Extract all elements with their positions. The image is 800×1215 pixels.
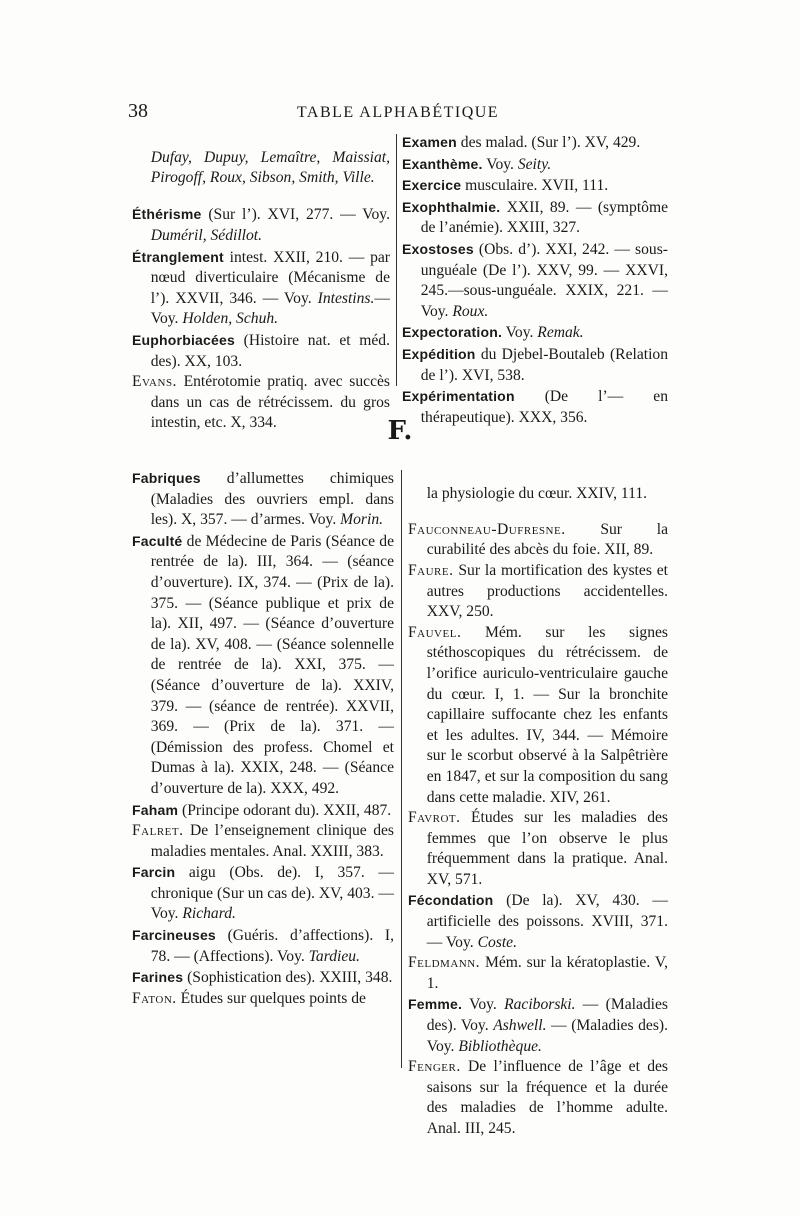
entry-text: — (Maladies des). Voy. [426, 996, 668, 1035]
index-entry [132, 989, 394, 1010]
index-entry [408, 808, 668, 890]
entry-reference: Raciborski. [504, 996, 576, 1014]
entry-text: (De l’— en thérapeutique). XXX, 356. [420, 388, 668, 426]
page-number: 38 [128, 100, 148, 122]
entry-text: Voy. [482, 155, 518, 173]
index-entry [402, 175, 668, 197]
entry-author: Falret. [132, 822, 184, 840]
entry-author: Fenger. [408, 1058, 461, 1076]
entry-text: (De la). XV, 430. — artificielle des poissons. XVIII, 371. — Voy. [426, 892, 668, 951]
entry-text: (Sur l’). XVI, 277. — Voy. [201, 206, 390, 224]
entry-keyword: Éthérisme [132, 206, 202, 223]
entry-keyword: Faculté [132, 532, 183, 549]
index-entry [132, 967, 394, 989]
index-entry [402, 197, 668, 239]
entry-keyword: Expectoration. [402, 324, 503, 341]
bottom-right-column [408, 468, 668, 1140]
index-entry [408, 484, 668, 505]
entry-text: (Histoire nat. et méd. des). XX, 103. [150, 331, 390, 370]
entry-reference: Ashwell. [493, 1017, 547, 1035]
index-entry [408, 890, 668, 953]
entry-author: Favrot. [408, 809, 461, 827]
column-divider-bottom [401, 470, 402, 1068]
index-entry [132, 821, 394, 862]
page-header [128, 100, 668, 126]
column-divider-top [396, 134, 397, 386]
entry-keyword: Exanthème. [402, 155, 483, 172]
entry-author: Fauvel. [408, 623, 462, 641]
index-entry [402, 132, 668, 154]
entry-keyword: Farines [132, 969, 184, 986]
index-entry [132, 468, 394, 531]
index-entry [132, 925, 394, 967]
entry-keyword: Fabriques [132, 470, 201, 486]
entry-text: (Guéris. d’affections). I, 78. — (Affections). Voy. [150, 927, 394, 965]
index-entry [132, 204, 390, 246]
entry-reference: Bibliothèque. [458, 1037, 542, 1055]
entry-text: — (Maladies des). Voy. [426, 1017, 668, 1055]
entry-text: (Obs. d’). XXI, 242. — sous-unguéale (De l’). XXV, 99. — XXVI, 245.—sous-unguéale. XXIX, 221. — Voy. [420, 240, 668, 320]
bottom-left-column [132, 468, 394, 1009]
entry-reference: Morin. [340, 511, 384, 529]
entry-reference: Remak. [537, 324, 584, 342]
entry-text: (Principe odorant du). XXII, 487. [178, 801, 392, 819]
index-entry [408, 623, 668, 808]
entry-keyword: Expédition [402, 345, 476, 362]
entry-text: Dufay, Dupuy, Lemaître, Maissiat, Pirogoff, Roux, Sibson, Smith, Ville. [150, 148, 390, 187]
entry-keyword: Exostoses [402, 240, 474, 257]
top-right-column [402, 132, 668, 428]
entry-keyword: Farcin [132, 864, 176, 881]
entry-keyword: Farcineuses [132, 927, 216, 944]
entry-text: — Voy. [150, 289, 390, 328]
entry-keyword: Examen [402, 134, 457, 150]
entry-author: Evans. [132, 373, 177, 391]
index-entry [408, 953, 668, 994]
index-entry [132, 148, 390, 189]
entry-author: Faton. [132, 989, 177, 1007]
index-entry [132, 531, 394, 800]
entry-text: aigu (Obs. de). I, 357. — chronique (Sur un cas de). XV, 403. — Voy. [150, 864, 394, 923]
index-entry [402, 154, 668, 176]
entry-text: Voy. [502, 324, 538, 342]
index-entry [132, 372, 390, 434]
entry-text: Sur la curabilité des abcès du foie. XII, 89. [426, 520, 668, 559]
entry-text: de Médecine de Paris (Séance de rentrée de la). III, 364. — (séance d’ouverture). IX, 374. — (Prix de la). 375. — (Séance publique et prix de la). XII, 497. — (Séance d’ouverture de la). XV, 408. — (Séance solennelle de rentrée de la). XXI, 375. — (Séance d’ouverture de la). XXIV, 379. — (séance de rentrée). XXVII, 369. — (Prix de la). 371. — (Démission des profess. Chomel et Dumas à la). XXIX, 248. — (Séance d’ouverture de la). XXX, 492. [150, 532, 394, 797]
entry-text: intest. XXII, 210. — par nœud diverticulaire (Mécanisme de l’). XXVII, 346. — Voy. [150, 248, 390, 307]
entry-text: Mém. sur la kératoplastie. V, 1. [426, 954, 668, 992]
index-entry [408, 994, 668, 1057]
entry-text: De l’enseignement clinique des maladies mentales. Anal. XXIII, 383. [150, 822, 394, 860]
entry-text: Voy. [462, 996, 505, 1014]
entry-reference: Richard. [182, 905, 236, 923]
entry-reference: Coste. [477, 933, 517, 951]
entry-reference: Tardieu. [308, 947, 360, 965]
entry-text: (Sophistication des). XXIII, 348. [183, 969, 393, 987]
entry-keyword: Faham [132, 801, 179, 818]
entry-reference: Duméril, Sédillot. [150, 226, 263, 244]
entry-author: Feldmann. [408, 954, 481, 972]
entry-keyword: Exophthalmie. [402, 198, 501, 215]
index-entry [402, 386, 668, 428]
entry-reference: Holden, Schuh. [182, 310, 279, 328]
entry-text: Sur la mortification des kystes et autres productions accidentelles. XXV, 250. [426, 561, 668, 621]
entry-keyword: Euphorbiacées [132, 331, 235, 348]
running-title: TABLE ALPHABÉTIQUE [296, 104, 500, 121]
index-entry [132, 800, 394, 822]
entry-text: Mém. sur les signes stéthoscopiques du rétrécissem. de l’orifice auriculo-ventriculaire gauche du cœur. I, 1. — Sur la bronchite capillaire suffocante chez les enfants et les adultes. IV, 344. — Mémoire sur le scorbut observé à la Salpêtrière en 1847, et sur la composition du sang dans cette maladie. XIV, 261. [426, 623, 668, 806]
entry-keyword: Exercice [402, 177, 462, 194]
entry-text: du Djebel-Boutaleb (Relation de l’). XVI, 538. [420, 345, 668, 384]
entry-text: la physiologie du cœur. XXIV, 111. [426, 484, 648, 502]
entry-text: XXII, 89. — (symptôme de l’anémie). XXIII, 327. [420, 198, 668, 237]
entry-author: Faure. [408, 561, 454, 579]
index-entry [132, 330, 390, 372]
entry-text: Entérotomie pratiq. avec succès dans un cas de rétrécissem. du gros intestin, etc. X, 334. [150, 373, 390, 432]
entry-keyword: Fécondation [408, 892, 494, 909]
index-entry [402, 344, 668, 386]
index-entry [402, 239, 668, 322]
index-entry [408, 1057, 668, 1139]
index-entry [132, 862, 394, 925]
entry-keyword: Étranglement [132, 248, 224, 265]
entry-reference: Roux. [452, 302, 489, 320]
entry-reference: Intestins. [317, 289, 375, 307]
entry-text: Études sur quelques points de [176, 989, 366, 1007]
entry-text: De l’influence de l’âge et des saisons sur la fréquence et la durée des maladies de l’homme adulte. Anal. III, 245. [426, 1058, 668, 1137]
entry-text: des malad. (Sur l’). XV, 429. [456, 134, 641, 151]
top-left-column [132, 132, 390, 434]
section-letter: F. [387, 416, 413, 446]
entry-author: Fauconneau-Dufresne. [408, 520, 566, 538]
entry-keyword: Femme. [408, 996, 463, 1013]
index-entry [408, 520, 668, 561]
index-entry [402, 322, 668, 344]
index-entry [132, 247, 390, 330]
entry-keyword: Expérimentation [402, 388, 515, 405]
entry-text: d’allumettes chimiques (Maladies des ouvriers empl. dans les). X, 357. — d’armes. Voy. [150, 470, 394, 529]
entry-reference: Seity. [517, 155, 552, 173]
entry-text: musculaire. XVII, 111. [461, 177, 609, 195]
entry-text: Études sur les maladies des femmes que l’on observe le plus fréquemment dans la pratique. Anal. XV, 571. [426, 809, 668, 888]
index-entry [408, 561, 668, 623]
